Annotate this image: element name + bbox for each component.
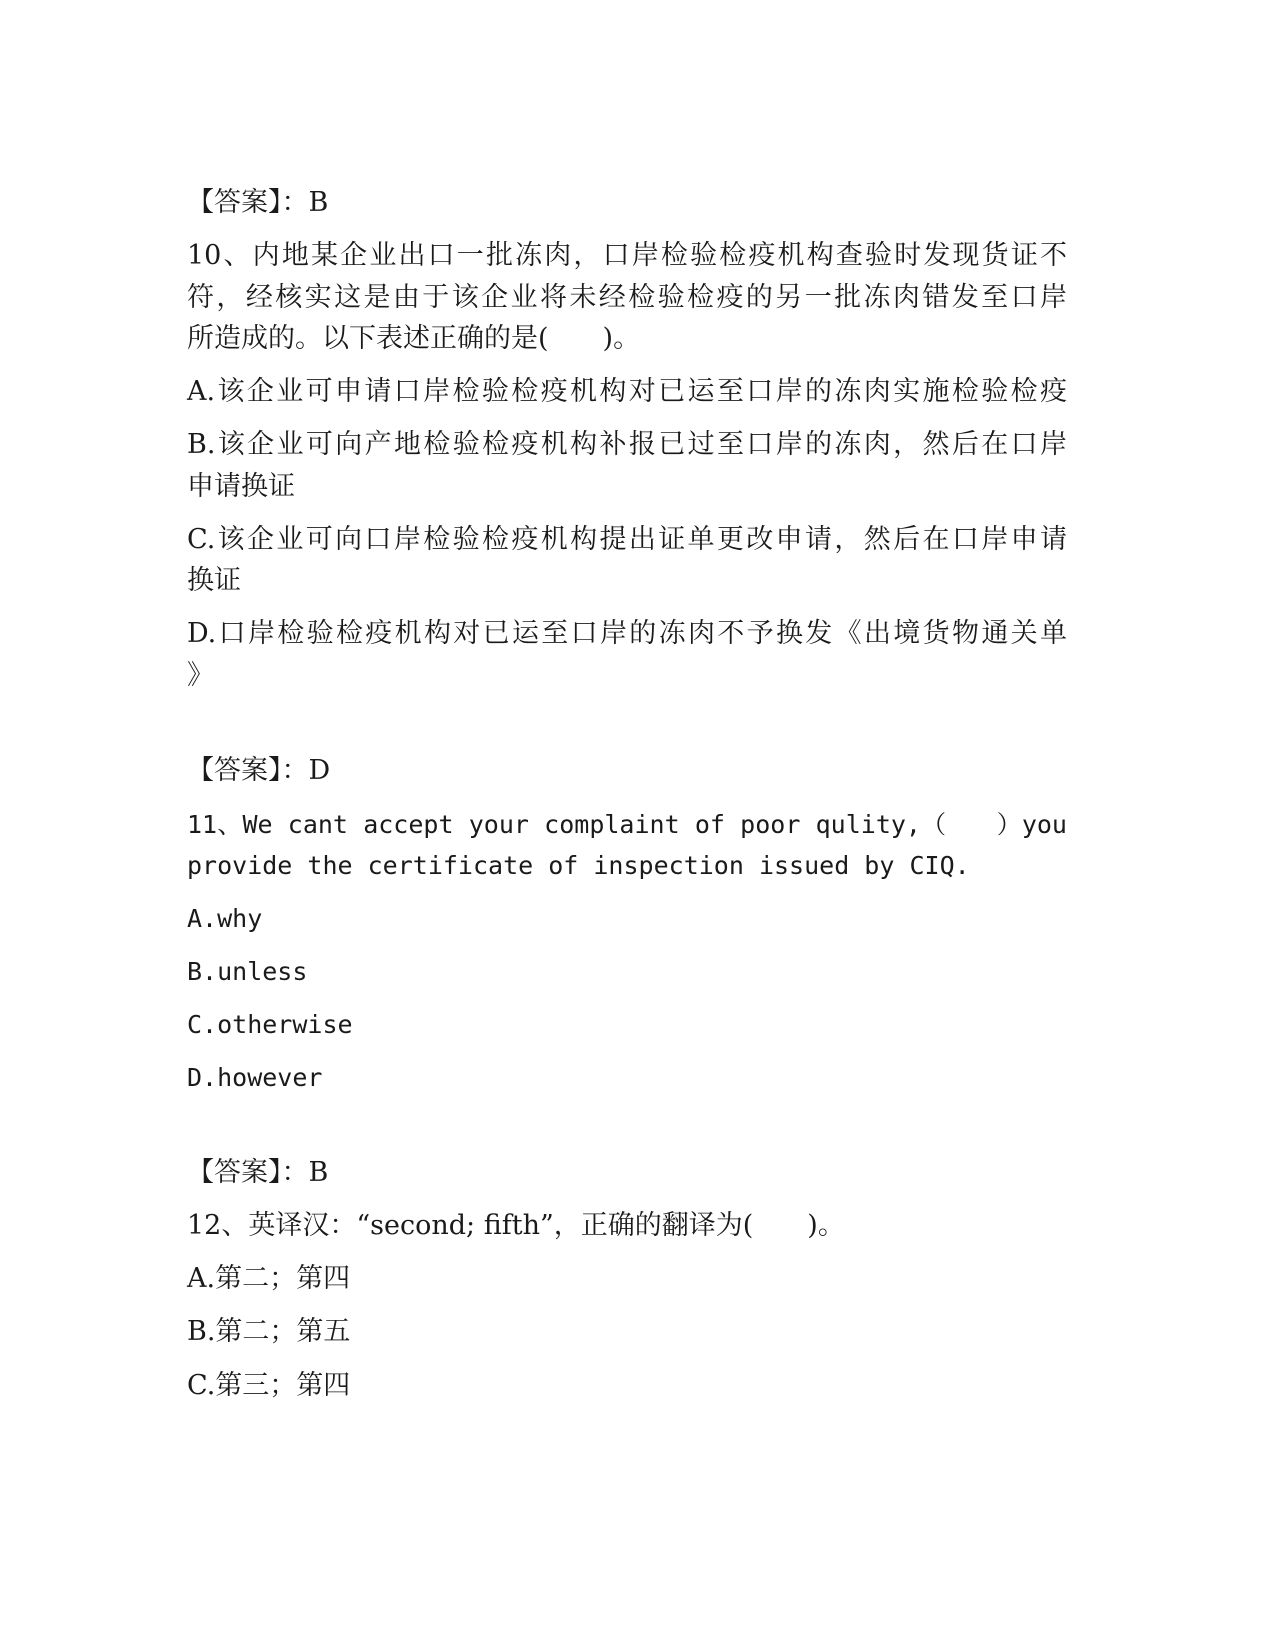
option-d: D.however xyxy=(187,1063,323,1092)
question-10-line-3: 所造成的。以下表述正确的是( )。 xyxy=(187,323,641,354)
answer-line: 【答案】：B xyxy=(187,1157,329,1188)
option-d-line-1: D.口岸检验检疫机构对已运至口岸的冻肉不予换发《出境货物通关单 xyxy=(187,618,1067,649)
question-10-line-2: 符，经核实这是由于该企业将未经检验检疫的另一批冻肉错发至口岸 xyxy=(187,282,1067,313)
option-b: B.unless xyxy=(187,957,308,986)
question-11-line-1: 11、We cant accept your complaint of poor qulity,（ ）you xyxy=(187,810,1067,839)
option-b-line-2: 申请换证 xyxy=(187,471,295,502)
question-10-line-1: 10、内地某企业出口一批冻肉，口岸检验检疫机构查验时发现货证不 xyxy=(187,240,1067,271)
question-11-line-2: provide the certificate of inspection issued by CIQ. xyxy=(187,851,970,880)
option-a: A.why xyxy=(187,904,263,933)
option-c: C.otherwise xyxy=(187,1010,353,1039)
option-d-line-2: 》 xyxy=(187,660,214,691)
option-c-line-1: C.该企业可向口岸检验检疫机构提出证单更改申请，然后在口岸申请 xyxy=(187,524,1067,555)
option-b-line-1: B.该企业可向产地检验检疫机构补报已过至口岸的冻肉，然后在口岸 xyxy=(187,429,1067,460)
option-b: B.第二；第五 xyxy=(187,1316,351,1347)
option-c-line-2: 换证 xyxy=(187,565,241,596)
answer-line: 【答案】：B xyxy=(187,187,329,218)
option-a: A.第二；第四 xyxy=(187,1263,351,1294)
option-c: C.第三；第四 xyxy=(187,1370,351,1401)
answer-line: 【答案】：D xyxy=(187,755,331,786)
question-12-line-1: 12、英译汉：“second; fifth”，正确的翻译为( )。 xyxy=(187,1210,845,1241)
option-a: A.该企业可申请口岸检验检疫机构对已运至口岸的冻肉实施检验检疫 xyxy=(187,376,1067,407)
